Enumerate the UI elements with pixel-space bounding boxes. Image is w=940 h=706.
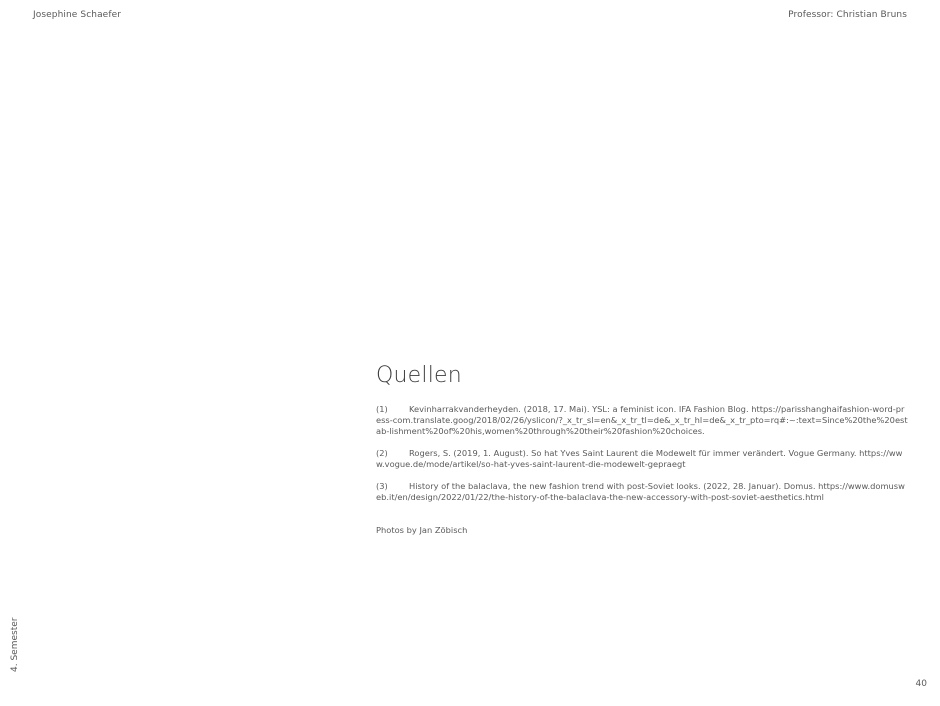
reference-number: (3) xyxy=(376,481,388,491)
reference-item xyxy=(376,404,908,437)
reference-number: (1) xyxy=(376,404,388,414)
semester-label: 4. Semester xyxy=(10,617,20,672)
photo-credit: Photos by Jan Zöbisch xyxy=(376,525,468,535)
reference-text: Rogers, S. (2019, 1. August). So hat Yves Saint Laurent die Modewelt für immer verändert. Vogue Germany. https://www.vogue.de/mode/artikel/so-hat-yves-saint-laurent-die-modewelt-gepraegt xyxy=(376,448,903,469)
page-number: 40 xyxy=(915,679,927,689)
reference-text: Kevinharrakvanderheyden. (2018, 17. Mai). YSL: a feminist icon. IFA Fashion Blog. https://parisshanghaifashion-word-press-com.translate.goog/2018/02/26/yslicon/?_x_tr_sl=en&_x_tr_tl=de&_x_tr_hl=de&_x_tr_pto=rq#:~:text=Since%20the%20estab-lishment%20of%20his,women%20through%20their%20fashion%20choices. xyxy=(376,404,908,436)
reference-number: (2) xyxy=(376,448,388,458)
author-name: Josephine Schaefer xyxy=(33,10,122,20)
reference-item xyxy=(376,448,908,470)
reference-text: History of the balaclava, the new fashion trend with post-Soviet looks. (2022, 28. Januar). Domus. https://www.domusweb.it/en/design/2022/01/22/the-history-of-the-balaclava-the-new-accessory-with-post-soviet-aesthetics.html xyxy=(376,481,905,502)
reference-item xyxy=(376,481,908,503)
section-title: Quellen xyxy=(376,363,462,388)
professor-name: Professor: Christian Bruns xyxy=(788,10,907,20)
sources-section xyxy=(376,362,908,536)
